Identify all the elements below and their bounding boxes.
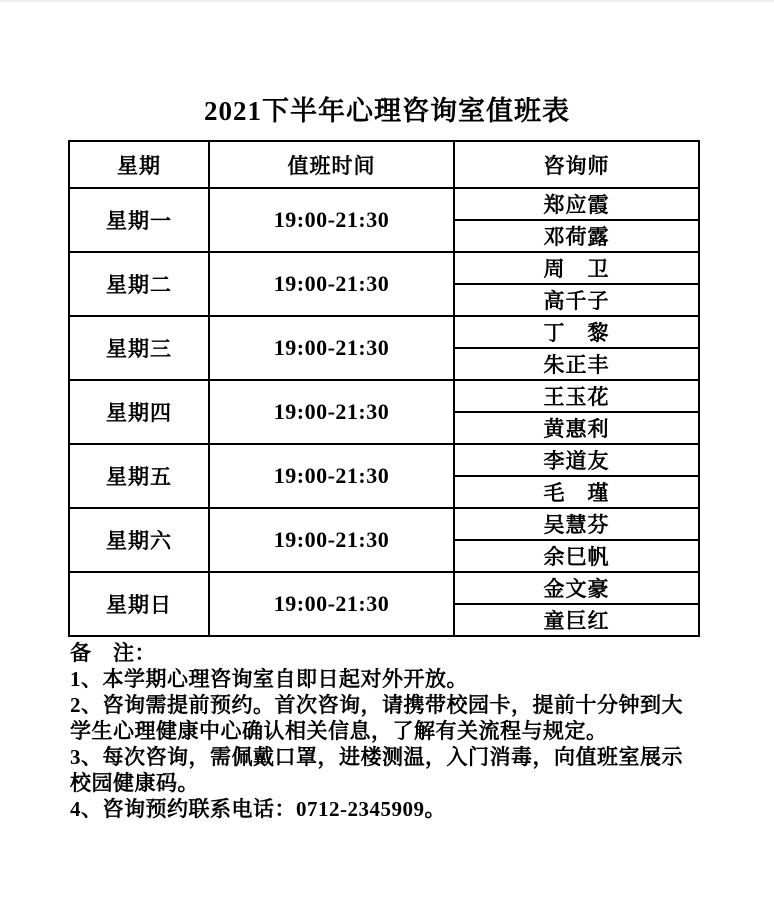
day-cell: 星期一 bbox=[69, 188, 209, 252]
day-cell: 星期四 bbox=[69, 380, 209, 444]
counselor-cell: 黄惠利 bbox=[454, 412, 699, 444]
counselor-cell: 邓荷露 bbox=[454, 220, 699, 252]
counselor-cell: 金文豪 bbox=[454, 572, 699, 604]
col-header-day: 星期 bbox=[69, 141, 209, 188]
time-cell: 19:00-21:30 bbox=[209, 508, 454, 572]
counselor-cell: 童巨红 bbox=[454, 604, 699, 636]
table-row bbox=[69, 508, 699, 540]
time-cell: 19:00-21:30 bbox=[209, 316, 454, 380]
day-cell: 星期二 bbox=[69, 252, 209, 316]
page-title: 2021下半年心理咨询室值班表 bbox=[204, 96, 570, 126]
time-cell: 19:00-21:30 bbox=[209, 444, 454, 508]
table-row bbox=[69, 316, 699, 348]
counselor-cell: 郑应霞 bbox=[454, 188, 699, 220]
table-header-row bbox=[69, 141, 699, 188]
counselor-cell: 李道友 bbox=[454, 444, 699, 476]
counselor-cell: 朱正丰 bbox=[454, 348, 699, 380]
time-cell: 19:00-21:30 bbox=[209, 380, 454, 444]
counselor-cell: 丁 黎 bbox=[454, 316, 699, 348]
day-cell: 星期五 bbox=[69, 444, 209, 508]
notes-label: 备 注： bbox=[70, 641, 156, 665]
counselor-cell: 余巳帆 bbox=[454, 540, 699, 572]
duty-schedule-table bbox=[68, 140, 700, 637]
note-line: 2、咨询需提前预约。首次咨询，请携带校园卡，提前十分钟到大 bbox=[70, 693, 683, 717]
counselor-cell: 周 卫 bbox=[454, 252, 699, 284]
counselor-cell: 高千子 bbox=[454, 284, 699, 316]
counselor-cell: 吴慧芬 bbox=[454, 508, 699, 540]
day-cell: 星期日 bbox=[69, 572, 209, 636]
window-top-edge bbox=[0, 0, 774, 2]
day-cell: 星期三 bbox=[69, 316, 209, 380]
col-header-time: 值班时间 bbox=[209, 141, 454, 188]
note-line: 1、本学期心理咨询室自即日起对外开放。 bbox=[70, 667, 468, 691]
table-row bbox=[69, 444, 699, 476]
counselor-cell: 王玉花 bbox=[454, 380, 699, 412]
note-line: 3、每次咨询，需佩戴口罩，进楼测温，入门消毒，向值班室展示 bbox=[70, 745, 683, 769]
table-row bbox=[69, 188, 699, 220]
table-row bbox=[69, 572, 699, 604]
note-line: 校园健康码。 bbox=[70, 771, 199, 795]
time-cell: 19:00-21:30 bbox=[209, 188, 454, 252]
counselor-cell: 毛 瑾 bbox=[454, 476, 699, 508]
table-row bbox=[69, 380, 699, 412]
time-cell: 19:00-21:30 bbox=[209, 572, 454, 636]
day-cell: 星期六 bbox=[69, 508, 209, 572]
note-line: 学生心理健康中心确认相关信息，了解有关流程与规定。 bbox=[70, 719, 608, 743]
note-line: 4、咨询预约联系电话：0712-2345909。 bbox=[70, 797, 446, 821]
time-cell: 19:00-21:30 bbox=[209, 252, 454, 316]
table-row bbox=[69, 252, 699, 284]
notes-section bbox=[70, 640, 730, 822]
col-header-counselor: 咨询师 bbox=[454, 141, 699, 188]
